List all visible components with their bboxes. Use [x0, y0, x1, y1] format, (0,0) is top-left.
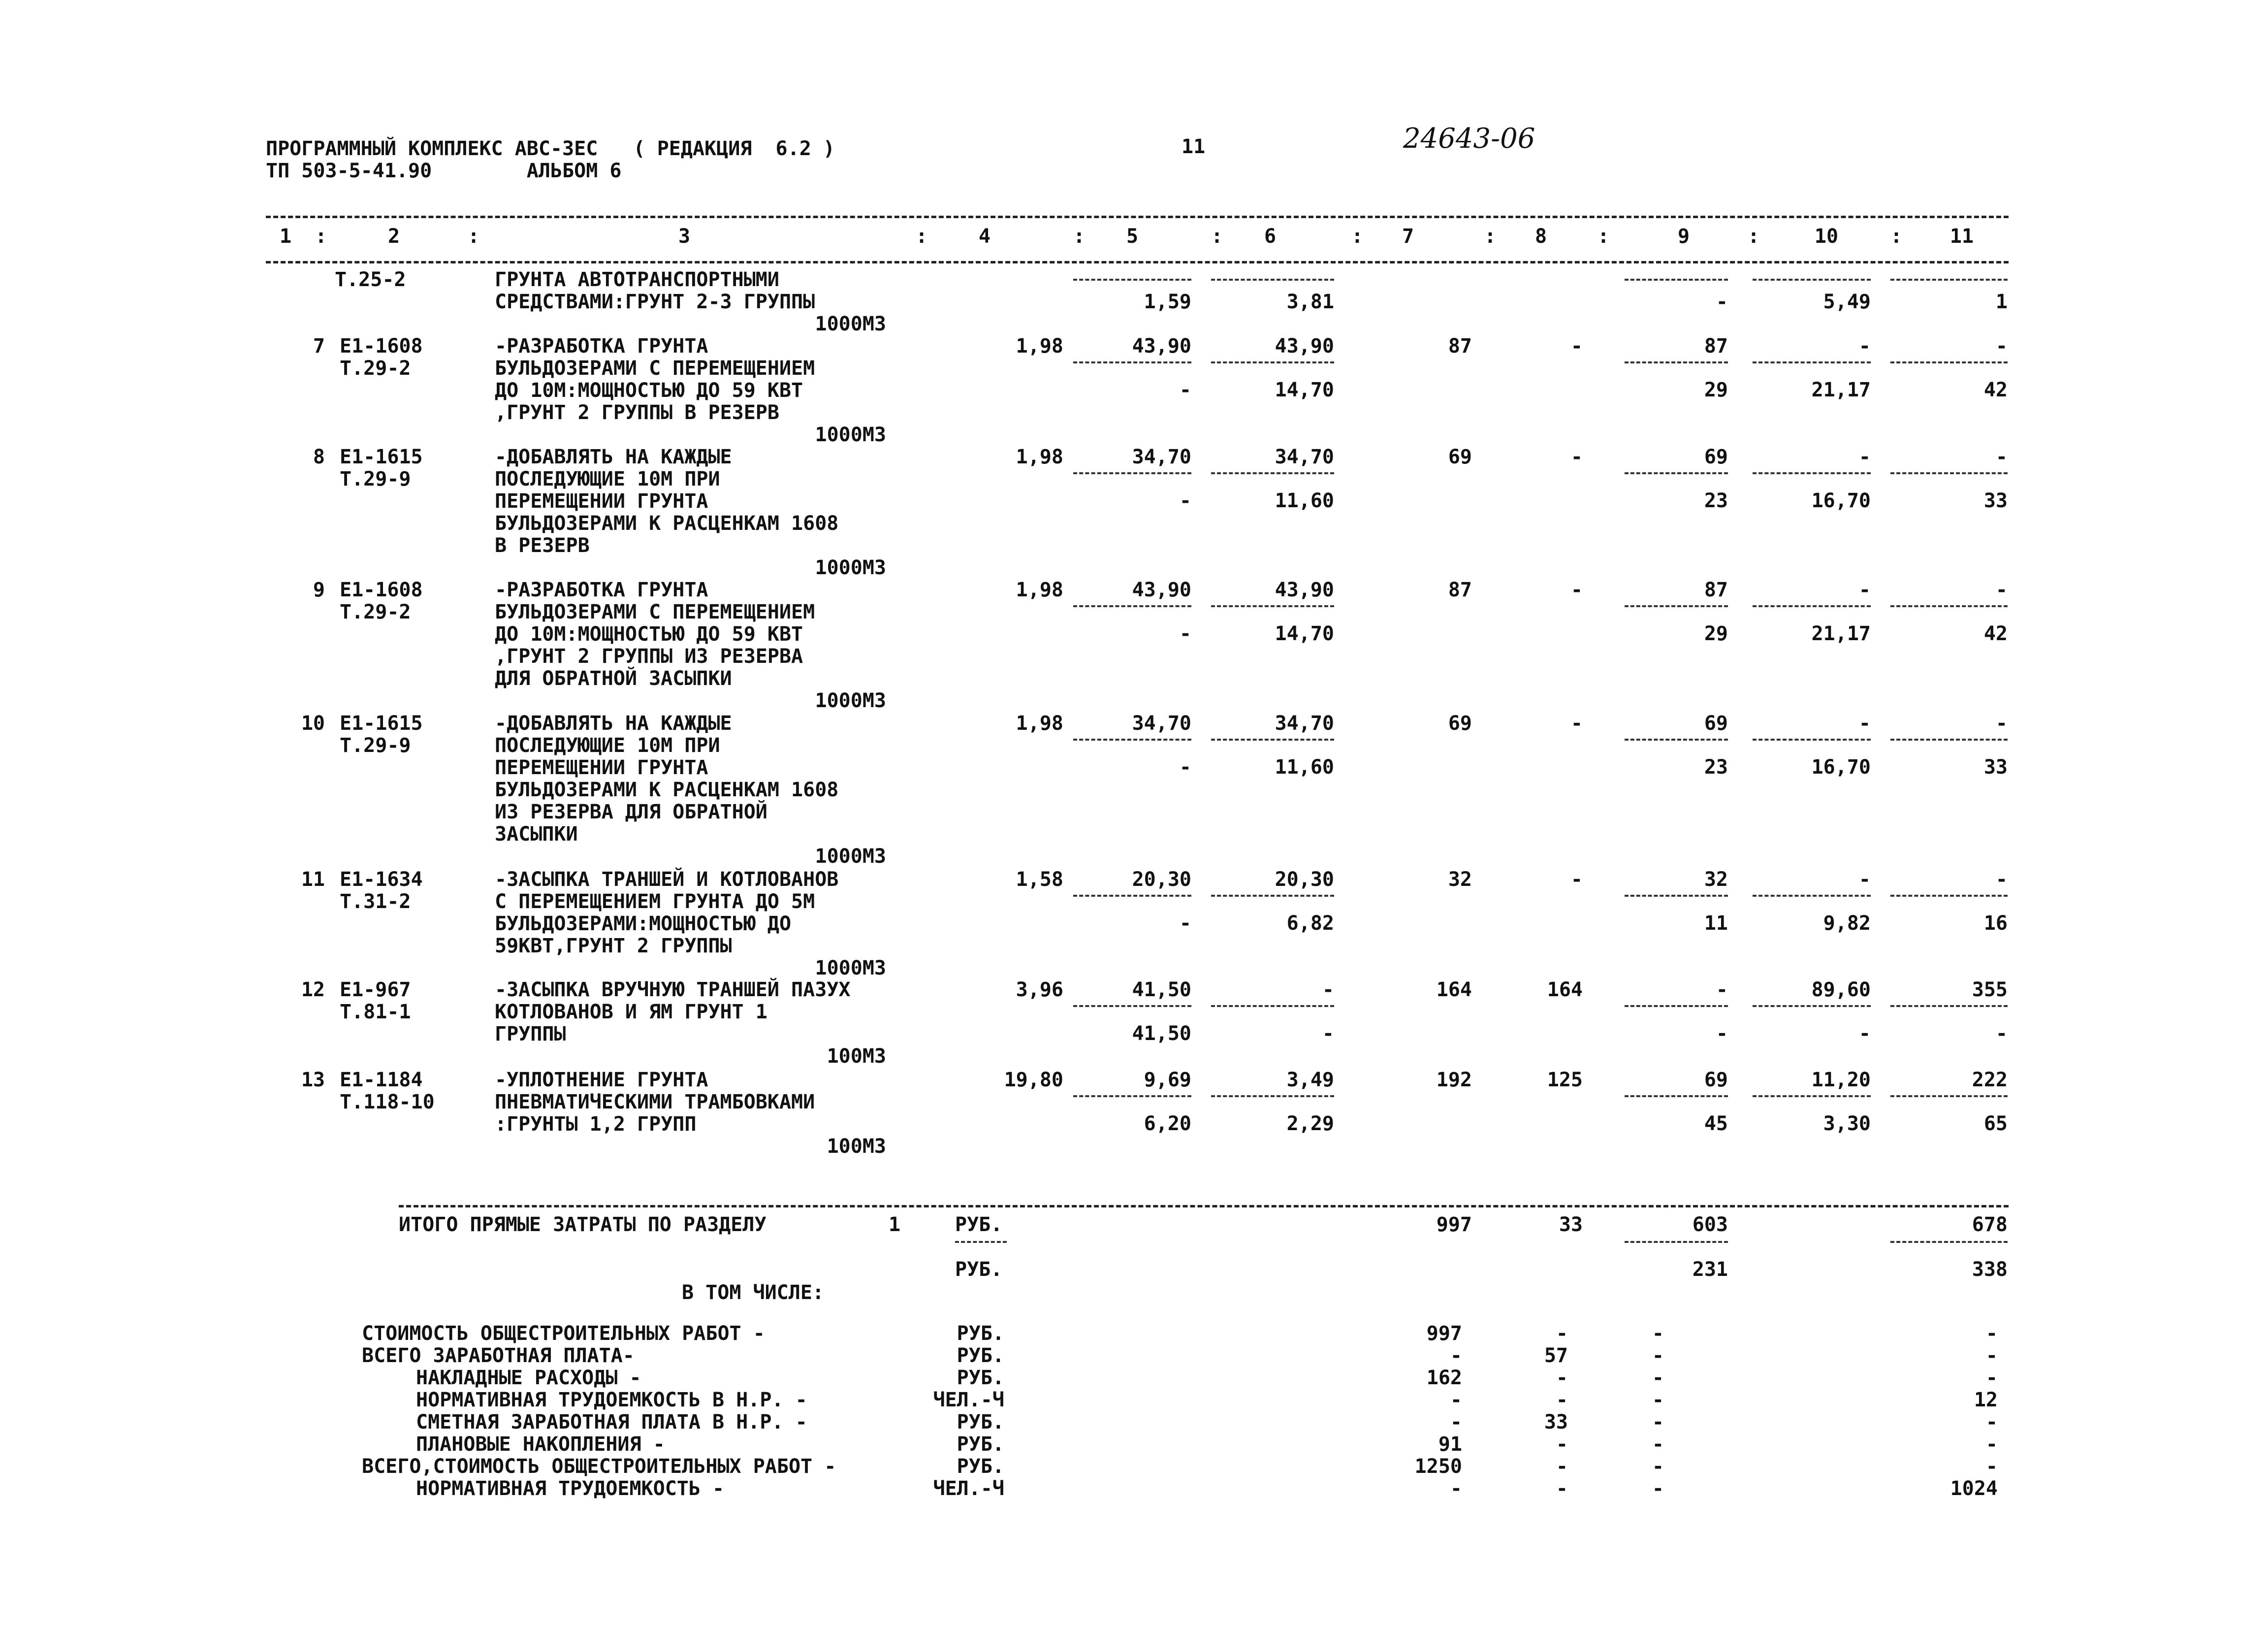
total-sub-cell: 45	[1704, 1112, 1728, 1135]
work-description: -УПЛОТНЕНИЕ ГРУНТА	[495, 1069, 708, 1091]
work-description: ГРУНТА АВТОТРАНСПОРТНЫМИ	[495, 268, 779, 291]
work-description: ДО 10М:МОЩНОСТЬЮ ДО 59 КВТ	[495, 623, 803, 646]
summary-value: -	[1450, 1477, 1462, 1500]
row-number: 13	[301, 1069, 325, 1091]
column-separator: :	[315, 225, 327, 248]
unit-price-sub-cell: 1,59	[1144, 291, 1191, 313]
cell-rule	[1211, 605, 1334, 607]
cell-rule	[1890, 605, 2008, 607]
summary-value: -	[1652, 1455, 1664, 1478]
quantity-cell: 3,96	[1016, 978, 1063, 1001]
summary-label: НОРМАТИВНАЯ ТРУДОЕМКОСТЬ -	[416, 1477, 725, 1500]
column-number: 3	[678, 225, 691, 248]
unit-of-measure: 1000М3	[815, 689, 886, 712]
total-cost-cell: -	[1716, 978, 1728, 1001]
cell-rule	[1211, 739, 1334, 741]
cell-rule	[1073, 739, 1191, 741]
summary-value: -	[1652, 1344, 1664, 1367]
header-bottom-rule	[266, 261, 2009, 263]
unit-price-cell: 20,30	[1275, 868, 1334, 891]
resource-code: Е1-1184	[340, 1069, 423, 1091]
total-cost-cell: 69	[1704, 446, 1728, 468]
total-sub-cell: 29	[1704, 379, 1728, 401]
totals-label: ИТОГО ПРЯМЫЕ ЗАТРАТЫ ПО РАЗДЕЛУ	[399, 1213, 767, 1236]
total-cost-cell: -	[1995, 868, 2008, 891]
resource-code: Е1-967	[340, 978, 411, 1001]
summary-value: -	[1450, 1344, 1462, 1367]
cell-rule	[1753, 361, 1871, 363]
work-description: -РАЗРАБОТКА ГРУНТА	[495, 335, 708, 358]
unit-price-cell: 43,90	[1132, 579, 1191, 601]
cell-rule	[1753, 895, 1871, 897]
program-title: ПРОГРАММНЫЙ КОМПЛЕКС АВС-3ЕС ( РЕДАКЦИЯ 6.2 )	[266, 137, 835, 160]
work-description: БУЛЬДОЗЕРАМИ С ПЕРЕМЕЩЕНИЕМ	[495, 357, 815, 380]
total-sub-cell: 3,30	[1823, 1112, 1871, 1135]
summary-label: НАКЛАДНЫЕ РАСХОДЫ -	[416, 1367, 641, 1389]
cell-rule	[1073, 279, 1191, 281]
summary-value: 997	[1426, 1322, 1462, 1345]
total-cost-cell: -	[1995, 335, 2008, 358]
summary-unit: РУБ.	[957, 1367, 1004, 1389]
cell-rule	[1211, 895, 1334, 897]
cell-rule	[1625, 895, 1728, 897]
unit-of-measure: 1000М3	[815, 957, 886, 979]
row-number: 12	[301, 978, 325, 1001]
cell-rule	[1890, 472, 2008, 474]
unit-price-sub-cell: 6,20	[1144, 1112, 1191, 1135]
unit-price-cell: -	[1322, 978, 1334, 1001]
unit-of-measure: 1000М3	[815, 845, 886, 868]
cell-rule	[1890, 739, 2008, 741]
resource-code: Т.29-2	[340, 357, 411, 380]
quantity-cell: 1,98	[1016, 446, 1063, 468]
unit-price-sub-cell: 41,50	[1132, 1022, 1191, 1045]
cell-rule	[1753, 279, 1871, 281]
work-description: ПОСЛЕДУЮЩИЕ 10М ПРИ	[495, 468, 720, 490]
column-number: 4	[978, 225, 991, 248]
resource-code: Е1-1634	[340, 868, 423, 891]
unit-price-sub-cell: 14,70	[1275, 379, 1334, 401]
totals-top-rule	[399, 1205, 2009, 1207]
resource-code: Т.25-2	[335, 268, 406, 291]
summary-value: -	[1556, 1433, 1568, 1456]
row-number: 11	[301, 868, 325, 891]
unit-price-cell: 34,70	[1132, 712, 1191, 735]
summary-value: -	[1985, 1322, 1998, 1345]
cell-rule	[1890, 279, 2008, 281]
total-sub-cell: 16,70	[1811, 756, 1871, 779]
unit-price-cell: 41,50	[1132, 978, 1191, 1001]
totals-unit: РУБ.	[955, 1258, 1003, 1281]
total-cost-cell: -	[1858, 446, 1871, 468]
resource-code: Е1-1615	[340, 446, 423, 468]
total-sub-cell: 23	[1704, 489, 1728, 512]
cell-rule	[1890, 361, 2008, 363]
total-sub-cell: 42	[1983, 622, 2008, 645]
summary-value: -	[1652, 1389, 1664, 1411]
summary-value: 91	[1438, 1433, 1462, 1456]
summary-value: -	[1985, 1411, 1998, 1433]
row-number: 9	[313, 579, 325, 601]
summary-value: -	[1652, 1411, 1664, 1433]
unit-price-sub-cell: -	[1179, 489, 1191, 512]
summary-label: ПЛАНОВЫЕ НАКОПЛЕНИЯ -	[416, 1433, 665, 1456]
cell-rule	[1625, 472, 1728, 474]
summary-value: -	[1556, 1389, 1568, 1411]
summary-value: -	[1652, 1367, 1664, 1389]
total-sub-cell: 9,82	[1823, 912, 1871, 935]
work-description: БУЛЬДОЗЕРАМИ К РАСЦЕНКАМ 1608	[495, 779, 839, 801]
unit-price-sub-cell: 14,70	[1275, 622, 1334, 645]
cell-rule	[1625, 739, 1728, 741]
total-cost-cell: 69	[1448, 712, 1472, 735]
column-number: 5	[1126, 225, 1139, 248]
cell-rule	[1625, 279, 1728, 281]
cell-rule	[1625, 1005, 1728, 1007]
summary-label: ВСЕГО,СТОИМОСТЬ ОБЩЕСТРОИТЕЛЬНЫХ РАБОТ -	[362, 1455, 836, 1478]
total-cost-cell: -	[1570, 335, 1583, 358]
total-sub-cell: -	[1858, 1022, 1871, 1045]
unit-price-cell: 3,49	[1286, 1069, 1334, 1091]
summary-value: -	[1985, 1455, 1998, 1478]
unit-price-sub-cell: 11,60	[1275, 489, 1334, 512]
total-cost-cell: 87	[1448, 579, 1472, 601]
document-code: 24643-06	[1403, 123, 1535, 155]
unit-of-measure: 1000М3	[815, 423, 886, 446]
cell-rule	[1753, 1095, 1871, 1097]
cell-rule	[1625, 361, 1728, 363]
cell-rule	[1890, 1095, 2008, 1097]
row-number: 7	[313, 335, 325, 358]
totals-value: 997	[1436, 1213, 1472, 1236]
unit-price-cell: 9,69	[1144, 1069, 1191, 1091]
work-description: С ПЕРЕМЕЩЕНИЕМ ГРУНТА ДО 5М	[495, 890, 815, 913]
summary-unit: РУБ.	[957, 1433, 1004, 1456]
unit-price-sub-cell: 11,60	[1275, 756, 1334, 779]
summary-value: -	[1556, 1367, 1568, 1389]
work-description: ПОСЛЕДУЮЩИЕ 10М ПРИ	[495, 734, 720, 757]
total-cost-cell: 355	[1972, 978, 2008, 1001]
unit-price-cell: 34,70	[1275, 446, 1334, 468]
column-separator: :	[1597, 225, 1610, 248]
total-sub-cell: -	[1995, 1022, 2008, 1045]
quantity-cell: 19,80	[1004, 1069, 1063, 1091]
cell-rule	[1753, 605, 1871, 607]
total-sub-cell: 33	[1983, 489, 2008, 512]
total-sub-cell: 29	[1704, 622, 1728, 645]
work-description: ПЕРЕМЕЩЕНИИ ГРУНТА	[495, 490, 708, 513]
totals-value: 678	[1972, 1213, 2008, 1236]
resource-code: Т.31-2	[340, 890, 411, 913]
resource-code: Е1-1608	[340, 335, 423, 358]
column-separator: :	[1073, 225, 1086, 248]
resource-code: Т.29-9	[340, 468, 411, 490]
totals-value: 603	[1692, 1213, 1728, 1236]
total-cost-cell: 69	[1704, 1069, 1728, 1091]
total-sub-cell: 11	[1704, 912, 1728, 935]
unit-of-measure: 1000М3	[815, 556, 886, 579]
resource-code: Т.81-1	[340, 1001, 411, 1023]
total-sub-cell: -	[1716, 291, 1728, 313]
unit-of-measure: 100М3	[827, 1045, 886, 1068]
unit-price-cell: 34,70	[1275, 712, 1334, 735]
resource-code: Т.29-2	[340, 601, 411, 623]
summary-value: -	[1985, 1433, 1998, 1456]
total-cost-cell: -	[1858, 579, 1871, 601]
cell-rule	[1890, 1005, 2008, 1007]
total-cost-cell: -	[1995, 579, 2008, 601]
quantity-cell: 1,98	[1016, 712, 1063, 735]
cell-rule	[1625, 605, 1728, 607]
column-number: 8	[1534, 225, 1547, 248]
cell-rule	[1753, 1005, 1871, 1007]
unit-price-sub-cell: 3,81	[1286, 291, 1334, 313]
cell-rule	[1073, 895, 1191, 897]
column-separator: :	[468, 225, 480, 248]
cell-rule	[1211, 1005, 1334, 1007]
row-number: 10	[301, 712, 325, 735]
total-cost-cell: 87	[1704, 335, 1728, 358]
quantity-cell: 1,98	[1016, 579, 1063, 601]
work-description: -ЗАСЫПКА ВРУЧНУЮ ТРАНШЕЙ ПАЗУХ	[495, 978, 851, 1001]
total-cost-cell: 222	[1972, 1069, 2008, 1091]
total-cost-cell: 87	[1704, 579, 1728, 601]
unit-price-sub-cell: -	[1179, 379, 1191, 401]
summary-value: 33	[1544, 1411, 1568, 1433]
total-sub-cell: 65	[1983, 1112, 2008, 1135]
unit-price-cell: 20,30	[1132, 868, 1191, 891]
total-sub-cell: 21,17	[1811, 379, 1871, 401]
work-description: БУЛЬДОЗЕРАМИ С ПЕРЕМЕЩЕНИЕМ	[495, 601, 815, 623]
total-cost-cell: 69	[1704, 712, 1728, 735]
column-separator: :	[1351, 225, 1364, 248]
cell-rule	[1625, 1095, 1728, 1097]
unit-price-sub-cell: 6,82	[1286, 912, 1334, 935]
quantity-cell: 1,98	[1016, 335, 1063, 358]
column-number: 7	[1402, 225, 1414, 248]
unit-of-measure: 1000М3	[815, 313, 886, 335]
summary-value: -	[1652, 1322, 1664, 1345]
work-description: -ДОБАВЛЯТЬ НА КАЖДЫЕ	[495, 712, 732, 735]
unit-price-cell: 43,90	[1275, 335, 1334, 358]
totals-value: 338	[1972, 1258, 2008, 1281]
column-separator: :	[1211, 225, 1223, 248]
total-sub-cell: 21,17	[1811, 622, 1871, 645]
work-description: :ГРУНТЫ 1,2 ГРУПП	[495, 1113, 697, 1136]
total-sub-cell: 1	[1995, 291, 2008, 313]
column-number: 10	[1814, 225, 1839, 248]
summary-value: -	[1556, 1455, 1568, 1478]
unit-price-cell: 43,90	[1275, 579, 1334, 601]
unit-price-sub-cell: -	[1179, 912, 1191, 935]
summary-unit: РУБ.	[957, 1344, 1004, 1367]
summary-value: -	[1985, 1344, 1998, 1367]
total-cost-cell: 87	[1448, 335, 1472, 358]
row-number: 8	[313, 446, 325, 468]
total-sub-cell: 16,70	[1811, 489, 1871, 512]
column-separator: :	[1890, 225, 1903, 248]
total-sub-cell: -	[1716, 1022, 1728, 1045]
total-cost-cell: -	[1570, 868, 1583, 891]
cell-rule	[1625, 1241, 1728, 1243]
column-number: 2	[387, 225, 400, 248]
work-description: ДО 10М:МОЩНОСТЬЮ ДО 59 КВТ	[495, 379, 803, 402]
work-description: -РАЗРАБОТКА ГРУНТА	[495, 579, 708, 601]
work-description: ПНЕВМАТИЧЕСКИМИ ТРАМБОВКАМИ	[495, 1091, 815, 1113]
total-cost-cell: -	[1858, 335, 1871, 358]
resource-code: Е1-1608	[340, 579, 423, 601]
work-description: В РЕЗЕРВ	[495, 534, 590, 557]
total-cost-cell: 32	[1704, 868, 1728, 891]
total-cost-cell: 164	[1547, 978, 1583, 1001]
unit-price-sub-cell: 2,29	[1286, 1112, 1334, 1135]
cell-rule	[1753, 472, 1871, 474]
summary-unit: ЧЕЛ.-Ч	[933, 1389, 1004, 1411]
total-cost-cell: -	[1570, 446, 1583, 468]
summary-value: -	[1556, 1322, 1568, 1345]
summary-value: -	[1652, 1477, 1664, 1500]
cell-rule	[1890, 1241, 2008, 1243]
totals-value: 231	[1692, 1258, 1728, 1281]
column-number: 1	[279, 225, 292, 248]
total-cost-cell: 89,60	[1811, 978, 1871, 1001]
work-description: -ЗАСЫПКА ТРАНШЕЙ И КОТЛОВАНОВ	[495, 868, 839, 891]
summary-label: СМЕТНАЯ ЗАРАБОТНАЯ ПЛАТА В Н.Р. -	[416, 1411, 807, 1433]
summary-value: -	[1985, 1367, 1998, 1389]
work-description: КОТЛОВАНОВ И ЯМ ГРУНТ 1	[495, 1001, 767, 1023]
resource-code: Е1-1615	[340, 712, 423, 735]
total-cost-cell: 164	[1436, 978, 1472, 1001]
work-description: СРЕДСТВАМИ:ГРУНТ 2-3 ГРУППЫ	[495, 291, 815, 313]
cell-rule	[1073, 1005, 1191, 1007]
total-cost-cell: -	[1995, 446, 2008, 468]
column-number: 9	[1677, 225, 1690, 248]
column-separator: :	[1484, 225, 1497, 248]
cell-rule	[1753, 739, 1871, 741]
unit-price-sub-cell: -	[1179, 622, 1191, 645]
summary-unit: РУБ.	[957, 1411, 1004, 1433]
total-cost-cell: 32	[1448, 868, 1472, 891]
work-description: -ДОБАВЛЯТЬ НА КАЖДЫЕ	[495, 446, 732, 468]
total-sub-cell: 16	[1983, 912, 2008, 935]
summary-label: НОРМАТИВНАЯ ТРУДОЕМКОСТЬ В Н.Р. -	[416, 1389, 807, 1411]
summary-value: -	[1556, 1477, 1568, 1500]
summary-value: 57	[1544, 1344, 1568, 1367]
cell-rule	[1073, 472, 1191, 474]
unit-price-sub-cell: -	[1179, 756, 1191, 779]
summary-label: СТОИМОСТЬ ОБЩЕСТРОИТЕЛЬНЫХ РАБОТ -	[362, 1322, 765, 1345]
work-description: ДЛЯ ОБРАТНОЙ ЗАСЫПКИ	[495, 667, 732, 690]
cell-rule	[1890, 895, 2008, 897]
work-description: ПЕРЕМЕЩЕНИИ ГРУНТА	[495, 756, 708, 779]
quantity-cell: 1,58	[1016, 868, 1063, 891]
total-sub-cell: 33	[1983, 756, 2008, 779]
header-top-rule	[266, 216, 2009, 218]
unit-price-cell: 43,90	[1132, 335, 1191, 358]
column-separator: :	[916, 225, 928, 248]
including-heading: В ТОМ ЧИСЛЕ:	[682, 1281, 824, 1304]
cell-rule	[1073, 605, 1191, 607]
summary-unit: РУБ.	[957, 1455, 1004, 1478]
summary-unit: РУБ.	[957, 1322, 1004, 1345]
album-title: ТП 503-5-41.90 АЛЬБОМ 6	[266, 160, 622, 182]
totals-section: 1	[889, 1213, 901, 1236]
total-cost-cell: -	[1570, 579, 1583, 601]
work-description: ИЗ РЕЗЕРВА ДЛЯ ОБРАТНОЙ	[495, 801, 767, 823]
total-cost-cell: 69	[1448, 446, 1472, 468]
work-description: ,ГРУНТ 2 ГРУППЫ В РЕЗЕРВ	[495, 401, 779, 424]
summary-value: 162	[1426, 1367, 1462, 1389]
total-cost-cell: -	[1858, 712, 1871, 735]
work-description: БУЛЬДОЗЕРАМИ:МОЩНОСТЬЮ ДО	[495, 912, 792, 935]
cell-rule	[1073, 1095, 1191, 1097]
column-number: 11	[1949, 225, 1974, 248]
work-description: ,ГРУНТ 2 ГРУППЫ ИЗ РЕЗЕРВА	[495, 645, 803, 668]
unit-of-measure: 100М3	[827, 1135, 886, 1158]
cell-rule	[1211, 1095, 1334, 1097]
column-separator: :	[1748, 225, 1760, 248]
resource-code: Т.118-10	[340, 1091, 435, 1113]
total-sub-cell: 5,49	[1823, 291, 1871, 313]
summary-value: 1250	[1414, 1455, 1462, 1478]
summary-value: -	[1450, 1411, 1462, 1433]
work-description: ГРУППЫ	[495, 1023, 566, 1045]
unit-rule	[955, 1241, 1007, 1243]
total-cost-cell: 192	[1436, 1069, 1472, 1091]
summary-value: -	[1652, 1433, 1664, 1456]
page-number: 11	[1182, 135, 1206, 158]
cell-rule	[1211, 279, 1334, 281]
total-cost-cell: 11,20	[1811, 1069, 1871, 1091]
summary-label: ВСЕГО ЗАРАБОТНАЯ ПЛАТА-	[362, 1344, 635, 1367]
summary-unit: ЧЕЛ.-Ч	[933, 1477, 1004, 1500]
summary-value: -	[1450, 1389, 1462, 1411]
cell-rule	[1211, 472, 1334, 474]
cell-rule	[1211, 361, 1334, 363]
resource-code: Т.29-9	[340, 734, 411, 757]
total-sub-cell: 42	[1983, 379, 2008, 401]
totals-unit: РУБ.	[955, 1213, 1003, 1236]
column-number: 6	[1264, 225, 1277, 248]
total-cost-cell: -	[1995, 712, 2008, 735]
summary-value: 12	[1974, 1389, 1998, 1411]
total-cost-cell: 125	[1547, 1069, 1583, 1091]
unit-price-cell: 34,70	[1132, 446, 1191, 468]
total-cost-cell: -	[1858, 868, 1871, 891]
unit-price-sub-cell: -	[1322, 1022, 1334, 1045]
work-description: ЗАСЫПКИ	[495, 823, 578, 846]
work-description: БУЛЬДОЗЕРАМИ К РАСЦЕНКАМ 1608	[495, 512, 839, 535]
totals-value: 33	[1559, 1213, 1583, 1236]
total-sub-cell: 23	[1704, 756, 1728, 779]
summary-value: 1024	[1950, 1477, 1998, 1500]
work-description: 59КВТ,ГРУНТ 2 ГРУППЫ	[495, 935, 732, 957]
total-cost-cell: -	[1570, 712, 1583, 735]
cell-rule	[1073, 361, 1191, 363]
